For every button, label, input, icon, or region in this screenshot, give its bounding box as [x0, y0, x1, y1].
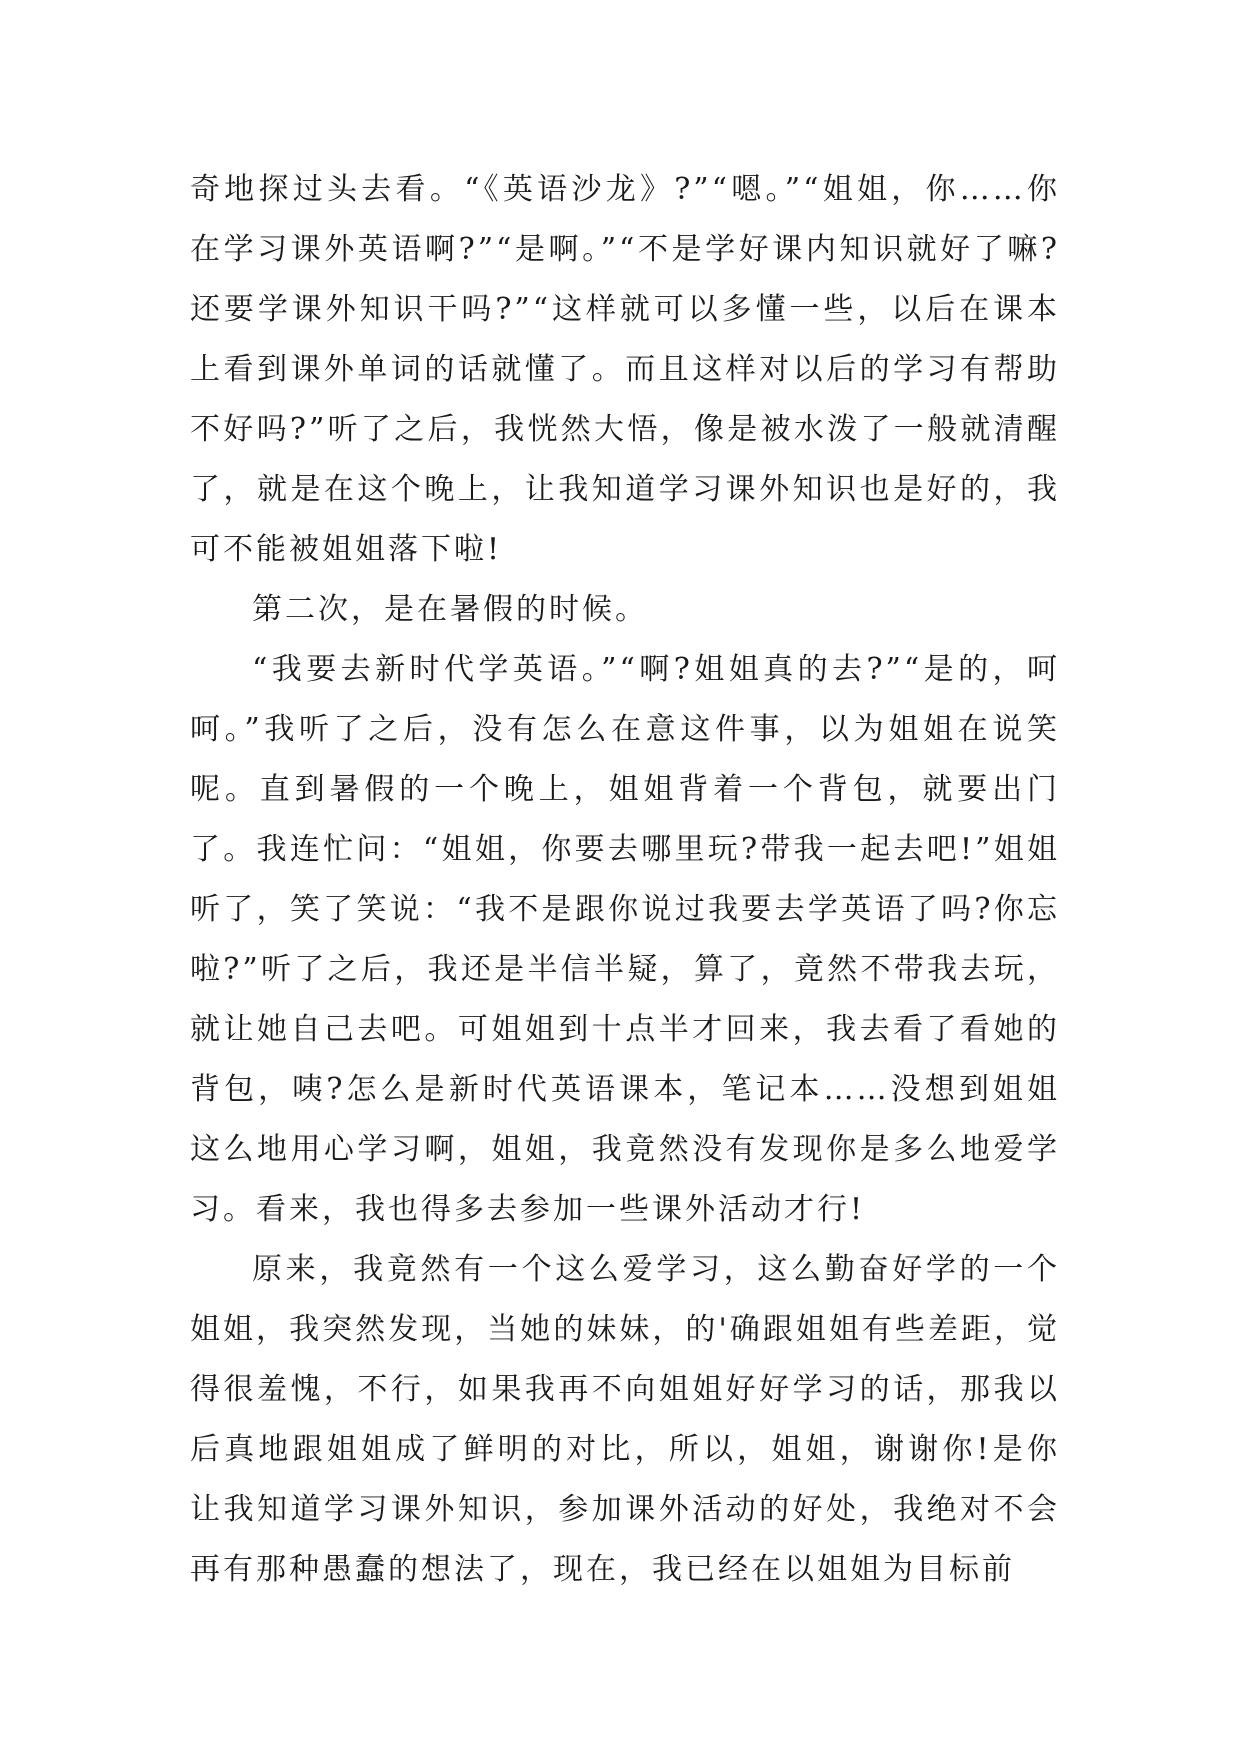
paragraph-4: 原来，我竟然有一个这么爱学习，这么勤奋好学的一个姐姐，我突然发现，当她的妹妹，的'确跟姐姐有些差距，觉得很羞愧，不行，如果我再不向姐姐好好学习的话，那我以后真地跟姐姐成了鲜明的对比，所以，姐姐，谢谢你!是你让我知道学习课外知识，参加课外活动的好处，我绝对不会再有那种愚蠢的想法了，现在，我已经在以姐姐为目标前 — [190, 1252, 1060, 1587]
paragraph-2: 第二次，是在暑假的时候。 — [252, 592, 648, 627]
document-body — [190, 160, 1060, 1600]
paragraph-1: 奇地探过头去看。“《英语沙龙》?”“嗯。”“姐姐，你……你在学习课外英语啊?”“是啊。”“不是学好课内知识就好了嘛?还要学课外知识干吗?”“这样就可以多懂一些，以后在课本上看到课外单词的话就懂了。而且这样对以后的学习有帮助不好吗?”听了之后，我恍然大悟，像是被水泼了一般就清醒了，就是在这个晚上，让我知道学习课外知识也是好的，我可不能被姐姐落下啦! — [190, 172, 1060, 567]
paragraph-3: “我要去新时代学英语。”“啊?姐姐真的去?”“是的，呵呵。”我听了之后，没有怎么在意这件事，以为姐姐在说笑呢。直到暑假的一个晚上，姐姐背着一个背包，就要出门了。我连忙问：“姐姐，你要去哪里玩?带我一起去吧!”姐姐听了，笑了笑说：“我不是跟你说过我要去学英语了吗?你忘啦?”听了之后，我还是半信半疑，算了，竟然不带我去玩，就让她自己去吧。可姐姐到十点半才回来，我去看了看她的背包，咦?怎么是新时代英语课本，笔记本……没想到姐姐这么地用心学习啊，姐姐，我竟然没有发现你是多么地爱学习。看来，我也得多去参加一些课外活动才行! — [190, 652, 1060, 1227]
